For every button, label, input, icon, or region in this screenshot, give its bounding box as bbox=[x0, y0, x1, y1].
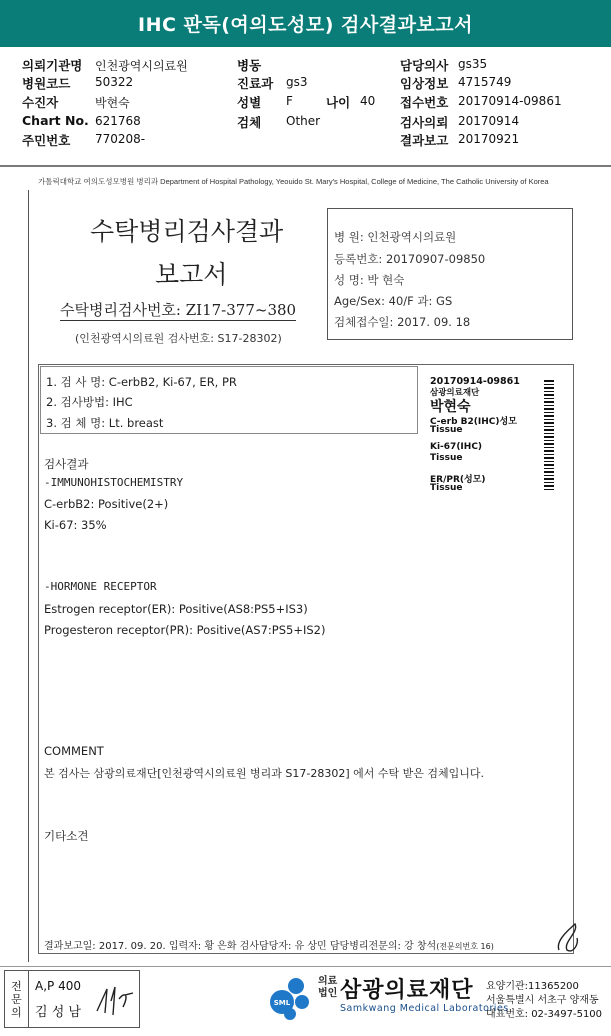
age-value: 40 bbox=[360, 94, 376, 108]
request-label: 검사의뢰 bbox=[400, 115, 449, 130]
org-address: 서울특별시 서초구 양재동 bbox=[486, 995, 599, 1006]
report-reference: (인천광역시의료원 검사번호: S17-28302) bbox=[75, 332, 282, 345]
patient-label: 수진자 bbox=[22, 95, 59, 110]
stamp-char: 의 bbox=[11, 1005, 22, 1019]
report-header bbox=[0, 52, 611, 162]
sticker-test3: ER/PR(성모) bbox=[430, 475, 486, 485]
result-value: 20170921 bbox=[458, 132, 520, 146]
ki67-result: Ki-67: 35% bbox=[44, 518, 107, 532]
report-footer bbox=[44, 937, 494, 952]
chart-label: Chart No. bbox=[22, 113, 89, 128]
sticker-name: 박현숙 bbox=[430, 399, 471, 415]
sticker-number: 20170914-09861 bbox=[430, 376, 520, 387]
sticker-tissue2: Tissue bbox=[430, 453, 463, 463]
org-prefix-2: 법인 bbox=[318, 988, 338, 999]
institution-value: 인천광역시의료원 bbox=[95, 59, 188, 73]
report-main-title: 수탁병리검사결과 bbox=[90, 217, 284, 246]
test-names: 1. 검 사 명: C-erbB2, Ki-67, ER, PR bbox=[46, 375, 237, 389]
cerb-result: C-erbB2: Positive(2+) bbox=[44, 497, 169, 511]
sex-label: 성별 bbox=[237, 95, 262, 110]
sticker-org: 삼광의료재단 bbox=[430, 388, 480, 398]
etc-label: 기타소견 bbox=[44, 829, 89, 843]
doctor-value: gs35 bbox=[458, 57, 488, 71]
org-english-name: Samkwang Medical Laboratories bbox=[340, 1003, 509, 1014]
rrn-value: 770208- bbox=[95, 132, 146, 146]
specimen-label: 검체 bbox=[237, 115, 262, 130]
ihc-heading: -IMMUNOHISTOCHEMISTRY bbox=[44, 476, 184, 489]
org-code: 요양기관:11365200 bbox=[486, 981, 579, 992]
comment-label: COMMENT bbox=[44, 744, 104, 758]
stamp-char: 문 bbox=[11, 992, 22, 1006]
org-prefix-1: 의료 bbox=[318, 976, 338, 987]
pt-date: 검체접수일: 2017. 09. 18 bbox=[334, 315, 471, 329]
result-label: 결과보고 bbox=[400, 133, 449, 148]
rrn-label: 주민번호 bbox=[22, 133, 71, 148]
hr-heading: -HORMONE RECEPTOR bbox=[44, 580, 157, 593]
report-title: IHC 판독(여의도성모) 검사결과보고서 bbox=[0, 0, 611, 47]
test-specimen: 3. 검 체 명: Lt. breast bbox=[46, 416, 164, 430]
clinical-label: 임상정보 bbox=[400, 76, 449, 91]
report-number: 수탁병리검사번호: ZI17-377~380 bbox=[60, 301, 297, 319]
pathologist-number-close: ) bbox=[490, 942, 494, 951]
institution-label: 의뢰기관명 bbox=[22, 58, 83, 73]
hospital-code-value: 50322 bbox=[95, 75, 134, 89]
sml-logo-icon bbox=[268, 972, 312, 1022]
receipt-label: 접수번호 bbox=[400, 95, 449, 110]
pt-agesex: Age/Sex: 40/F 과: GS bbox=[334, 294, 453, 308]
stamp-line2: 김 성 남 bbox=[35, 1005, 81, 1020]
pt-reg: 등록번호: 20170907-09850 bbox=[334, 252, 486, 266]
comment-text: 본 검사는 삼광의료재단[인천광역시의료원 병리과 S17-28302] 에서 수탁 받은 검체입니다. bbox=[44, 767, 485, 780]
letterhead: 가톨릭대학교 여의도성모병원 병리과 Department of Hospital Pathology, Yeouido St. Mary's Hospital, College of Medicine, The Catholic University of Korea bbox=[38, 177, 549, 186]
pt-hospital: 병 원: 인천광역시의료원 bbox=[334, 230, 457, 244]
hospital-code-label: 병원코드 bbox=[22, 76, 71, 91]
specimen-value: Other bbox=[286, 114, 321, 128]
specimen-label-sticker bbox=[420, 368, 556, 496]
report-footer-text: 결과보고일: 2017. 09. 20. 입력자: 황 은화 검사담당자: 유 상민 담당병리전문의: 강 창석 bbox=[44, 941, 437, 952]
pathologist-number: (전문의번호 16 bbox=[436, 942, 491, 951]
dept-label: 진료과 bbox=[237, 76, 274, 91]
org-name: 삼광의료재단 bbox=[340, 978, 474, 1003]
report-main-title-2: 보고서 bbox=[155, 260, 228, 289]
sticker-tissue3: Tissue bbox=[430, 483, 463, 493]
sticker-test1: C-erb B2(IHC)성모 bbox=[430, 417, 517, 427]
sticker-tissue1: Tissue bbox=[430, 425, 463, 435]
clinical-value: 4715749 bbox=[458, 75, 512, 89]
stamp-vertical-label bbox=[5, 971, 29, 1027]
patient-info-box bbox=[327, 208, 573, 340]
sticker-test2: Ki-67(IHC) bbox=[430, 442, 483, 452]
request-value: 20170914 bbox=[458, 114, 520, 128]
stamp-line1: A,P 400 bbox=[35, 979, 81, 993]
sml-logo-text: SML bbox=[273, 999, 291, 1007]
results-heading: 검사결과 bbox=[44, 457, 89, 471]
org-phone: 대표번호: 02-3497-5100 bbox=[486, 1009, 603, 1020]
stamp-char: 전 bbox=[11, 979, 22, 993]
barcode-icon bbox=[544, 380, 554, 490]
specialist-stamp bbox=[4, 970, 140, 1028]
pathologist-signature-icon bbox=[553, 920, 583, 956]
patient-value: 박현숙 bbox=[95, 96, 130, 110]
chart-value: 621768 bbox=[95, 114, 141, 128]
dept-value: gs3 bbox=[286, 75, 308, 89]
footer-divider bbox=[0, 966, 611, 967]
er-result: Estrogen receptor(ER): Positive(AS8:PS5+IS3) bbox=[44, 602, 308, 616]
pt-name: 성 명: 박 현숙 bbox=[334, 273, 405, 287]
age-label: 나이 bbox=[326, 95, 351, 110]
receipt-value: 20170914-09861 bbox=[458, 94, 562, 108]
pr-result: Progesteron receptor(PR): Positive(AS7:PS5+IS2) bbox=[44, 623, 326, 637]
stamp-signature-icon bbox=[93, 981, 137, 1021]
sex-value: F bbox=[286, 94, 293, 108]
header-divider bbox=[0, 165, 611, 167]
doctor-label: 담당의사 bbox=[400, 58, 449, 73]
test-method: 2. 검사방법: IHC bbox=[46, 395, 133, 409]
ward-label: 병동 bbox=[237, 58, 262, 73]
